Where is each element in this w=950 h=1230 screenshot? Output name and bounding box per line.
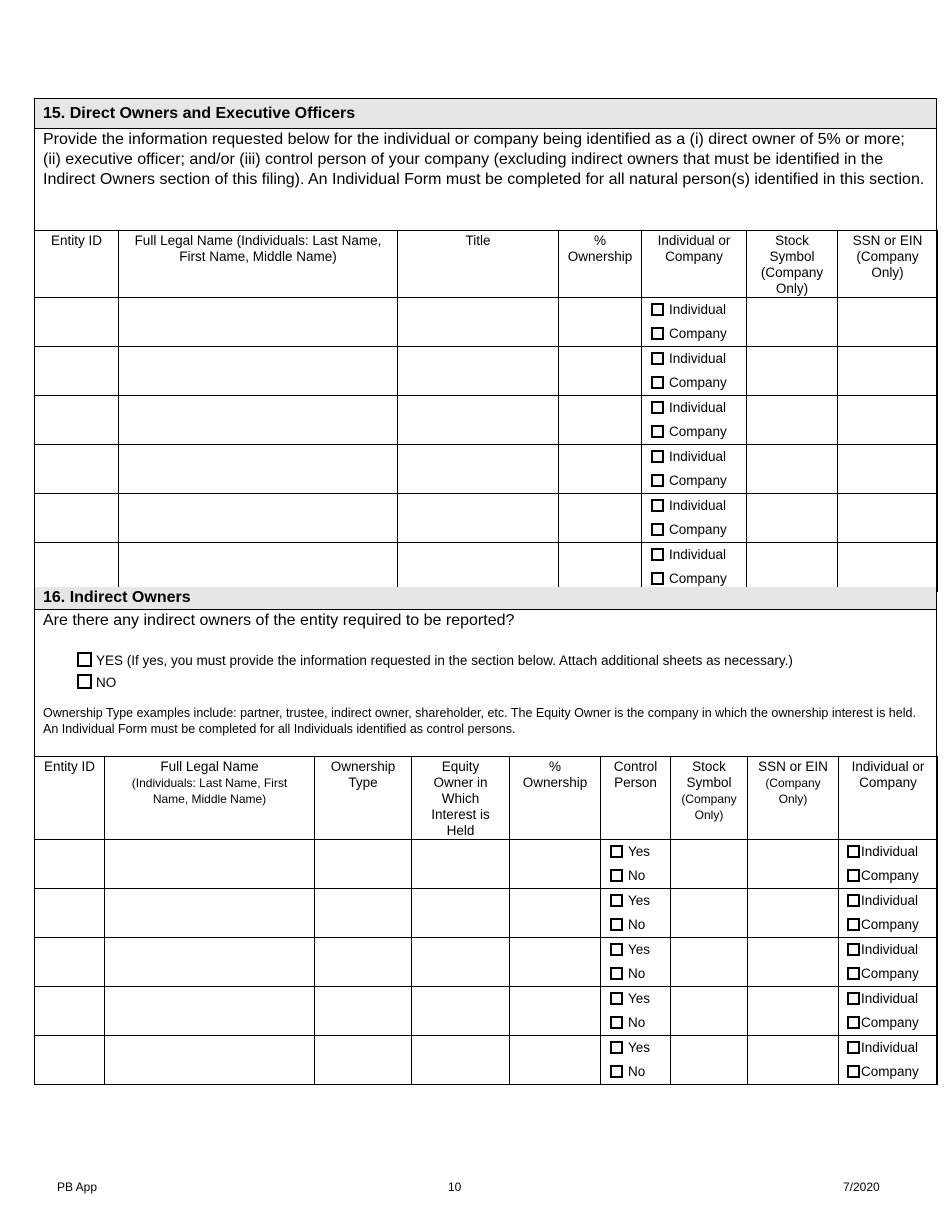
individual-checkbox[interactable] (651, 548, 664, 561)
individual-checkbox[interactable] (651, 303, 664, 316)
direct-owner-row (35, 494, 938, 543)
indirect-owner-row (35, 987, 938, 1036)
company-checkbox[interactable] (651, 474, 664, 487)
individual-option[interactable]: Individual (839, 938, 937, 962)
control-person-cell (601, 987, 671, 1036)
company-option[interactable]: Company (642, 420, 746, 444)
entity-id-cell[interactable] (35, 347, 119, 396)
equity-owner-cell[interactable] (412, 1036, 510, 1085)
individual-option[interactable]: Individual (642, 298, 746, 322)
full-legal-name-cell[interactable] (119, 494, 398, 543)
individual-or-company-cell (642, 347, 747, 396)
individual-checkbox[interactable] (651, 401, 664, 414)
control-yes-checkbox[interactable] (610, 943, 623, 956)
control-no-option[interactable]: No (601, 913, 670, 937)
company-checkbox[interactable] (651, 327, 664, 340)
ssn-ein-cell[interactable] (838, 543, 938, 592)
company-option[interactable]: Company (642, 567, 746, 591)
company-option[interactable]: Company (839, 1011, 937, 1035)
company-checkbox[interactable] (847, 967, 860, 980)
ssn-ein-cell[interactable] (748, 840, 839, 889)
yes-checkbox[interactable] (77, 652, 92, 667)
individual-option[interactable]: Individual (839, 889, 937, 913)
title-cell[interactable] (398, 396, 559, 445)
direct-owner-row (35, 396, 938, 445)
stock-symbol-cell[interactable] (747, 298, 838, 347)
col-ssn-ein: SSN or EIN (Company Only) (838, 231, 938, 298)
control-no-checkbox[interactable] (610, 918, 623, 931)
col16-individual-or-company: Individual or Company (839, 757, 938, 840)
equity-owner-cell[interactable] (412, 840, 510, 889)
individual-option[interactable]: Individual (642, 494, 746, 518)
ownership-type-cell[interactable] (315, 889, 412, 938)
full-legal-name-cell[interactable] (105, 840, 315, 889)
direct-owner-row (35, 543, 938, 592)
entity-id-cell[interactable] (35, 445, 119, 494)
individual-checkbox[interactable] (651, 450, 664, 463)
indirect-owners-question: Are there any indirect owners of the entity required to be reported? (43, 612, 515, 629)
entity-id-cell[interactable] (35, 938, 105, 987)
col16-control-person: Control Person (601, 757, 671, 840)
ownership-type-cell[interactable] (315, 840, 412, 889)
col16-stock-symbol: Stock Symbol (Company Only) (671, 757, 748, 840)
equity-owner-cell[interactable] (412, 938, 510, 987)
footer-page-number: 10 (448, 1180, 462, 1194)
section-16-heading: 16. Indirect Owners (35, 587, 936, 610)
stock-symbol-cell[interactable] (747, 396, 838, 445)
col-stock-symbol: Stock Symbol (Company Only) (747, 231, 838, 298)
control-no-checkbox[interactable] (610, 1065, 623, 1078)
full-legal-name-cell[interactable] (119, 445, 398, 494)
col16-ssn-ein: SSN or EIN (Company Only) (748, 757, 839, 840)
company-checkbox[interactable] (651, 376, 664, 389)
ssn-ein-cell[interactable] (748, 987, 839, 1036)
individual-or-company-cell (839, 840, 938, 889)
control-person-cell (601, 938, 671, 987)
ssn-ein-cell[interactable] (748, 1036, 839, 1085)
indirect-owners-yes-option[interactable]: YES (If yes, you must provide the information requested in the section below. Attach additional sheets as necessary.) (77, 650, 936, 672)
col16-ownership-type: Ownership Type (315, 757, 412, 840)
section-15-description: Provide the information requested below for the individual or company being identified as a (i) direct owner of 5% or more; (ii) executive officer; and/or (iii) control person of your company (excluding indirect owners that must be identified in the Indirect Owners section of this filing). An Individual Form must be completed for all natural person(s) identified in this section. (43, 131, 925, 188)
full-legal-name-cell[interactable] (105, 987, 315, 1036)
control-no-option[interactable]: No (601, 962, 670, 986)
ssn-ein-cell[interactable] (838, 494, 938, 543)
percent-ownership-cell[interactable] (559, 494, 642, 543)
control-yes-checkbox[interactable] (610, 845, 623, 858)
percent-ownership-cell[interactable] (510, 938, 601, 987)
company-option[interactable]: Company (642, 322, 746, 346)
control-no-checkbox[interactable] (610, 1016, 623, 1029)
individual-or-company-cell (839, 987, 938, 1036)
col16-full-legal-name: Full Legal Name (Individuals: Last Name, First Name, Middle Name) (105, 757, 315, 840)
company-option[interactable]: Company (839, 962, 937, 986)
ssn-ein-cell[interactable] (838, 396, 938, 445)
individual-option[interactable]: Individual (839, 1036, 937, 1060)
stock-symbol-cell[interactable] (747, 494, 838, 543)
individual-or-company-cell (839, 1036, 938, 1085)
direct-owner-row (35, 298, 938, 347)
no-checkbox[interactable] (77, 674, 92, 689)
stock-symbol-cell[interactable] (671, 840, 748, 889)
col-percent-ownership: % Ownership (559, 231, 642, 298)
individual-or-company-cell (642, 298, 747, 347)
percent-ownership-cell[interactable] (559, 445, 642, 494)
company-option[interactable]: Company (839, 913, 937, 937)
indirect-owners-header-row (35, 757, 938, 840)
ssn-ein-cell[interactable] (748, 938, 839, 987)
indirect-owner-row (35, 1036, 938, 1085)
individual-checkbox[interactable] (651, 352, 664, 365)
title-cell[interactable] (398, 298, 559, 347)
section-16 (34, 587, 937, 1085)
stock-symbol-cell[interactable] (747, 347, 838, 396)
company-checkbox[interactable] (847, 869, 860, 882)
individual-or-company-cell (642, 543, 747, 592)
title-cell[interactable] (398, 543, 559, 592)
stock-symbol-cell[interactable] (747, 445, 838, 494)
control-yes-option[interactable]: Yes (601, 889, 670, 913)
individual-checkbox[interactable] (847, 992, 860, 1005)
col-full-legal-name: Full Legal Name (Individuals: Last Name, First Name, Middle Name) (119, 231, 398, 298)
direct-owners-rows (35, 298, 938, 592)
percent-ownership-cell[interactable] (559, 543, 642, 592)
individual-or-company-cell (839, 938, 938, 987)
title-cell[interactable] (398, 347, 559, 396)
control-yes-option[interactable]: Yes (601, 938, 670, 962)
control-person-cell (601, 840, 671, 889)
indirect-owners-no-option[interactable]: NO (77, 672, 936, 694)
company-option[interactable]: Company (839, 1060, 937, 1084)
direct-owner-row (35, 445, 938, 494)
individual-checkbox[interactable] (847, 845, 860, 858)
full-legal-name-cell[interactable] (105, 938, 315, 987)
control-no-option[interactable]: No (601, 1011, 670, 1035)
control-yes-option[interactable]: Yes (601, 840, 670, 864)
stock-symbol-cell[interactable] (747, 543, 838, 592)
col16-equity-owner: Equity Owner in Which Interest is Held (412, 757, 510, 840)
col16-percent-ownership: % Ownership (510, 757, 601, 840)
percent-ownership-cell[interactable] (559, 298, 642, 347)
control-no-checkbox[interactable] (610, 967, 623, 980)
indirect-owners-table (34, 756, 938, 1085)
percent-ownership-cell[interactable] (510, 987, 601, 1036)
full-legal-name-cell[interactable] (105, 1036, 315, 1085)
title-cell[interactable] (398, 445, 559, 494)
col-entity-id: Entity ID (35, 231, 119, 298)
company-checkbox[interactable] (651, 523, 664, 536)
percent-ownership-cell[interactable] (510, 840, 601, 889)
stock-symbol-cell[interactable] (671, 1036, 748, 1085)
company-checkbox[interactable] (847, 1065, 860, 1078)
ownership-type-note: Ownership Type examples include: partner, trustee, indirect owner, shareholder, etc. The Equity Owner is the company in which the ownership interest is held. An Individual Form must be completed for all Individuals identified as control persons. (43, 706, 916, 736)
indirect-owners-rows (35, 840, 938, 1085)
full-legal-name-cell[interactable] (105, 889, 315, 938)
individual-option[interactable]: Individual (642, 445, 746, 469)
full-legal-name-cell[interactable] (119, 543, 398, 592)
col-individual-or-company: Individual or Company (642, 231, 747, 298)
company-option[interactable]: Company (642, 518, 746, 542)
individual-checkbox[interactable] (651, 499, 664, 512)
indirect-owner-row (35, 840, 938, 889)
company-checkbox[interactable] (651, 425, 664, 438)
ownership-type-cell[interactable] (315, 938, 412, 987)
full-legal-name-cell[interactable] (119, 298, 398, 347)
indirect-owner-row (35, 889, 938, 938)
individual-option[interactable]: Individual (839, 840, 937, 864)
individual-or-company-cell (642, 445, 747, 494)
direct-owner-row (35, 347, 938, 396)
col16-entity-id: Entity ID (35, 757, 105, 840)
individual-or-company-cell (642, 396, 747, 445)
control-person-cell (601, 1036, 671, 1085)
company-checkbox[interactable] (847, 1016, 860, 1029)
company-checkbox[interactable] (651, 572, 664, 585)
entity-id-cell[interactable] (35, 1036, 105, 1085)
entity-id-cell[interactable] (35, 543, 119, 592)
company-option[interactable]: Company (839, 864, 937, 888)
stock-symbol-cell[interactable] (671, 889, 748, 938)
individual-option[interactable]: Individual (839, 987, 937, 1011)
full-legal-name-cell[interactable] (119, 396, 398, 445)
ssn-ein-cell[interactable] (838, 298, 938, 347)
entity-id-cell[interactable] (35, 396, 119, 445)
individual-option[interactable]: Individual (642, 347, 746, 371)
entity-id-cell[interactable] (35, 298, 119, 347)
individual-option[interactable]: Individual (642, 543, 746, 567)
individual-or-company-cell (642, 494, 747, 543)
control-no-option[interactable]: No (601, 1060, 670, 1084)
direct-owners-table (34, 230, 938, 592)
control-yes-option[interactable]: Yes (601, 1036, 670, 1060)
percent-ownership-cell[interactable] (559, 396, 642, 445)
ssn-ein-cell[interactable] (838, 445, 938, 494)
col-title: Title (398, 231, 559, 298)
control-person-cell (601, 889, 671, 938)
individual-checkbox[interactable] (847, 943, 860, 956)
footer-left: PB App (57, 1180, 98, 1194)
section-15 (34, 98, 937, 592)
ssn-ein-cell[interactable] (838, 347, 938, 396)
control-no-checkbox[interactable] (610, 869, 623, 882)
stock-symbol-cell[interactable] (671, 987, 748, 1036)
title-cell[interactable] (398, 494, 559, 543)
entity-id-cell[interactable] (35, 889, 105, 938)
individual-checkbox[interactable] (847, 894, 860, 907)
percent-ownership-cell[interactable] (559, 347, 642, 396)
ssn-ein-cell[interactable] (748, 889, 839, 938)
full-legal-name-cell[interactable] (119, 347, 398, 396)
company-option[interactable]: Company (642, 469, 746, 493)
indirect-owner-row (35, 938, 938, 987)
company-option[interactable]: Company (642, 371, 746, 395)
control-yes-option[interactable]: Yes (601, 987, 670, 1011)
company-checkbox[interactable] (847, 918, 860, 931)
ownership-type-cell[interactable] (315, 1036, 412, 1085)
percent-ownership-cell[interactable] (510, 1036, 601, 1085)
ownership-type-cell[interactable] (315, 987, 412, 1036)
control-no-option[interactable]: No (601, 864, 670, 888)
individual-option[interactable]: Individual (642, 396, 746, 420)
entity-id-cell[interactable] (35, 987, 105, 1036)
footer-date: 7/2020 (843, 1180, 880, 1194)
percent-ownership-cell[interactable] (510, 889, 601, 938)
control-yes-checkbox[interactable] (610, 894, 623, 907)
equity-owner-cell[interactable] (412, 987, 510, 1036)
section-15-heading: 15. Direct Owners and Executive Officers (35, 99, 936, 129)
control-yes-checkbox[interactable] (610, 992, 623, 1005)
indirect-owners-yes-no (35, 650, 936, 694)
entity-id-cell[interactable] (35, 840, 105, 889)
individual-or-company-cell (839, 889, 938, 938)
equity-owner-cell[interactable] (412, 889, 510, 938)
direct-owners-header-row (35, 231, 938, 298)
entity-id-cell[interactable] (35, 494, 119, 543)
individual-checkbox[interactable] (847, 1041, 860, 1054)
control-yes-checkbox[interactable] (610, 1041, 623, 1054)
stock-symbol-cell[interactable] (671, 938, 748, 987)
